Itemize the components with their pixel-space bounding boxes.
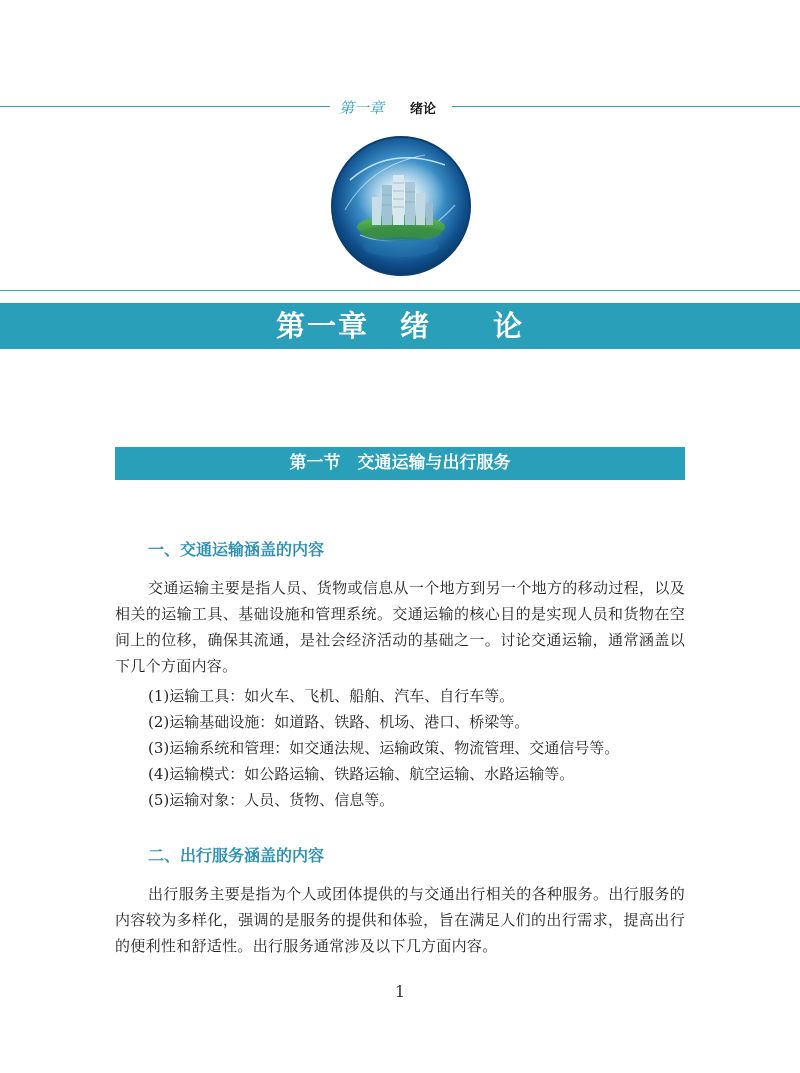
subheading-transport: 一、交通运输涵盖的内容	[148, 540, 325, 559]
list-item: (4)运输模式：如公路运输、铁路运输、航空运输、水路运输等。	[148, 765, 575, 783]
running-header-title: 绪论	[410, 102, 437, 117]
subheading-travel-service: 二、出行服务涵盖的内容	[148, 846, 325, 865]
transport-list	[148, 683, 619, 813]
section-title: 第一节 交通运输与出行服务	[289, 453, 511, 473]
chapter-rule	[0, 290, 800, 291]
chapter-title: 第一章 绪 论	[275, 309, 524, 343]
page-number: 1	[394, 982, 406, 1001]
running-header-chapter: 第一章	[339, 99, 385, 117]
list-item: (3)运输系统和管理：如交通法规、运输政策、物流管理、交通信号等。	[148, 739, 620, 757]
list-item: (2)运输基础设施：如道路、铁路、机场、港口、桥梁等。	[148, 713, 530, 731]
globe-city-illustration	[330, 135, 472, 277]
paragraph-travel-service: 出行服务主要是指为个人或团体提供的与交通出行相关的各种服务。出行服务的内容较为多样化，强调的是服务的提供和体验，旨在满足人们的出行需求，提高出行的便利性和舒适性。出行服务通常涉及以下几方面内容。	[115, 885, 685, 955]
header-rule-right	[452, 106, 800, 107]
header-rule-left	[0, 106, 330, 107]
list-item: (1)运输工具：如火车、飞机、船舶、汽车、自行车等。	[148, 687, 515, 705]
paragraph-transport: 交通运输主要是指人员、货物或信息从一个地方到另一个地方的移动过程，以及相关的运输工具、基础设施和管理系统。交通运输的核心目的是实现人员和货物在空间上的位移，确保其流通，是社会经济活动的基础之一。讨论交通运输，通常涵盖以下几个方面内容。	[115, 579, 685, 675]
list-item: (5)运输对象：人员、货物、信息等。	[148, 791, 395, 809]
